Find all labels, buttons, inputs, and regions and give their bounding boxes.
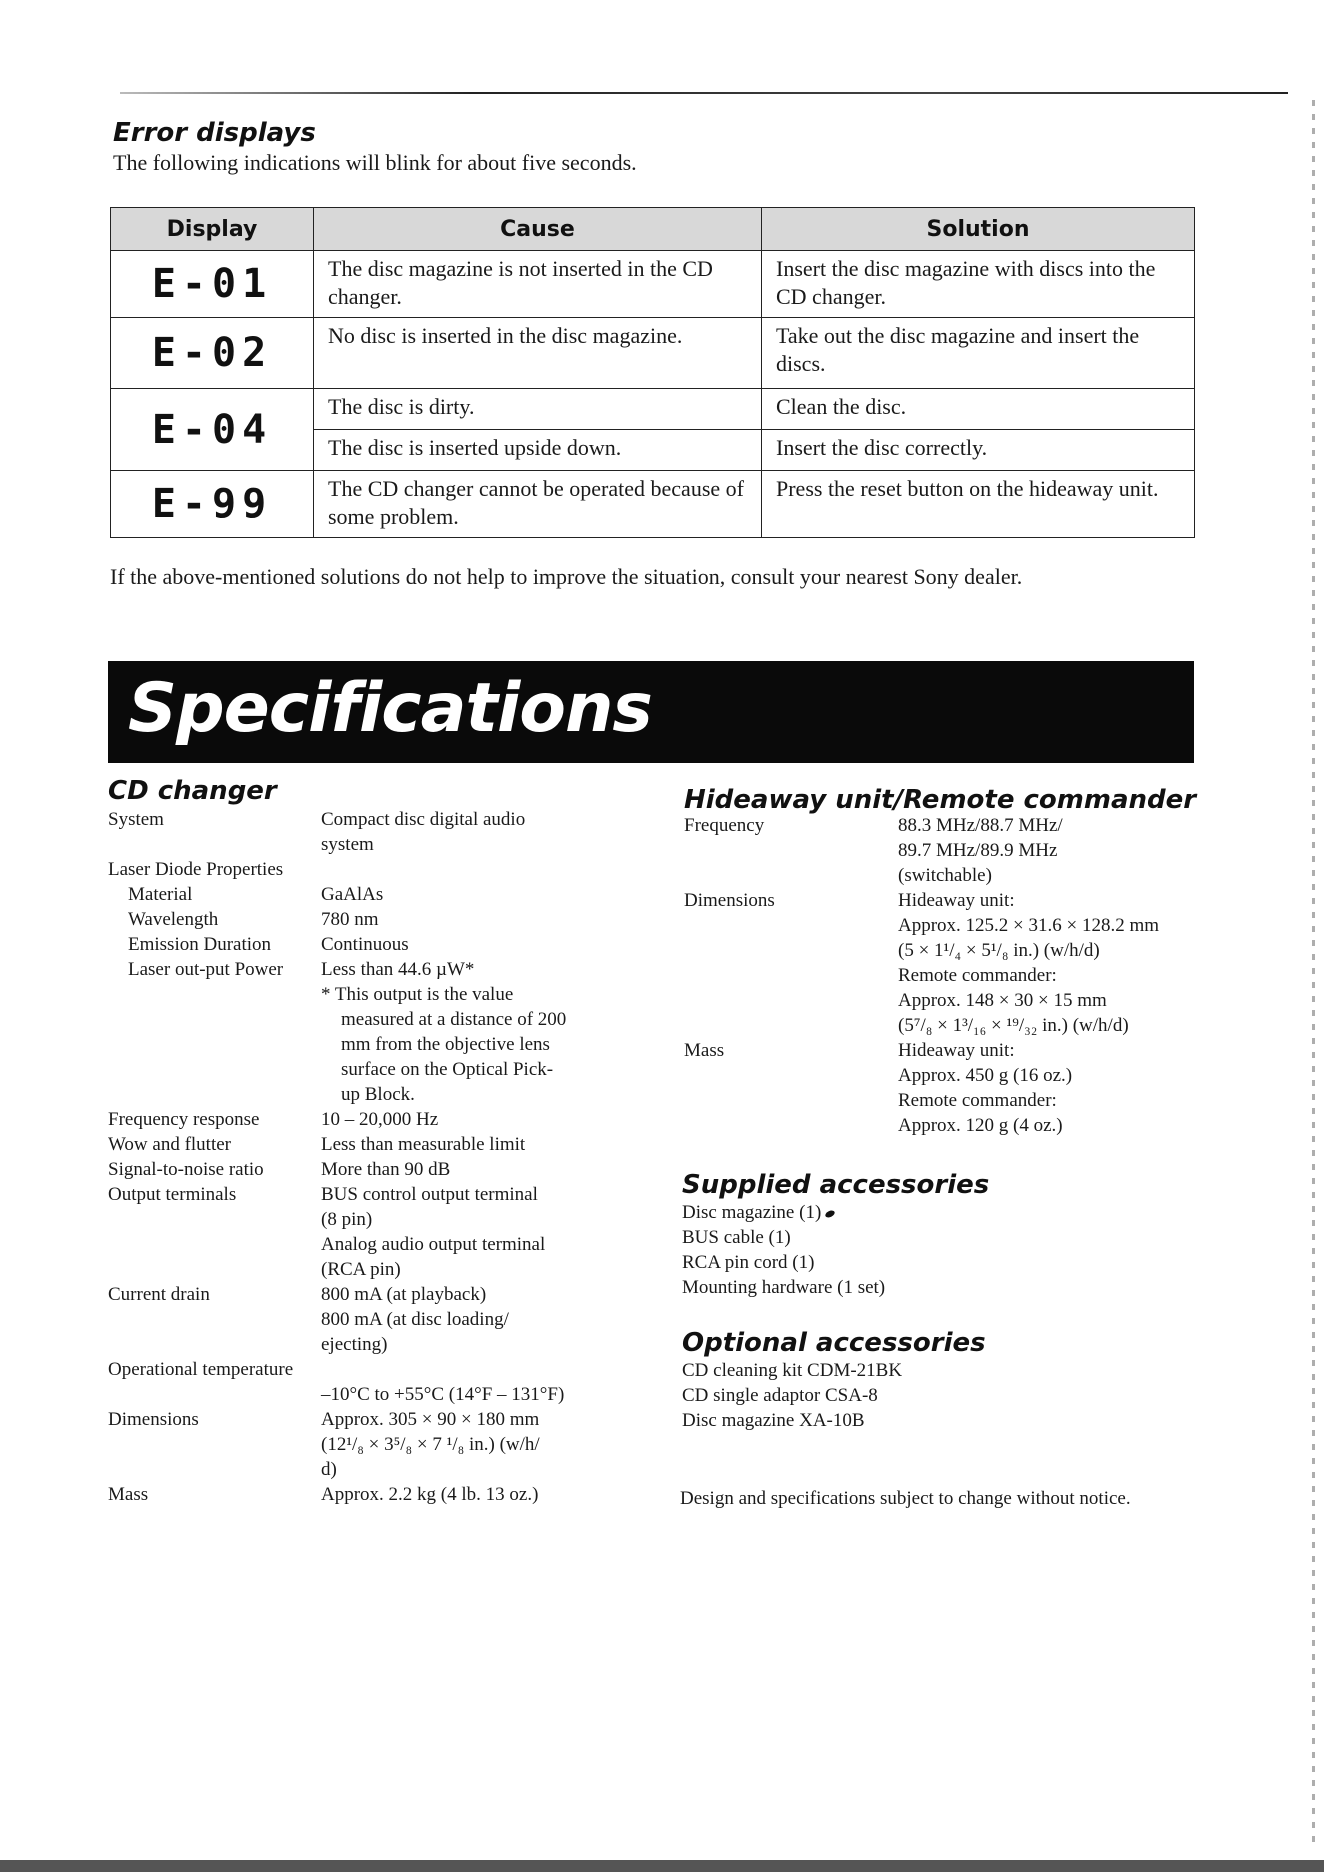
specifications-banner	[108, 661, 1194, 763]
error-code: E-02	[111, 318, 314, 389]
list-item: CD single adaptor CSA-8	[682, 1385, 878, 1406]
spec-row	[108, 1107, 628, 1132]
spec-row	[108, 832, 628, 857]
specifications-heading: Specifications	[128, 669, 652, 748]
spec-label: Current drain	[108, 1284, 210, 1305]
spec-label: Wow and flutter	[108, 1134, 231, 1155]
spec-row	[108, 907, 628, 932]
spec-row	[108, 1132, 628, 1157]
disclaimer: Design and specifications subject to change without notice.	[680, 1488, 1131, 1509]
header-cause: Cause	[314, 208, 762, 251]
spec-label: Mass	[108, 1484, 149, 1505]
list-item: BUS cable (1)	[682, 1227, 791, 1248]
spec-value: Less than measurable limit	[321, 1134, 526, 1155]
spec-row	[108, 1332, 628, 1357]
bottom-edge	[0, 1860, 1324, 1872]
table-row	[111, 389, 1195, 430]
spec-value: ejecting)	[321, 1334, 388, 1355]
spec-value: BUS control output terminal	[321, 1184, 538, 1205]
footnote-line: mm from the objective lens	[341, 1034, 550, 1055]
hideaway-specs	[684, 813, 1204, 1138]
table-row	[111, 318, 1195, 389]
spec-row	[108, 1457, 628, 1482]
error-solution: Clean the disc.	[762, 389, 1195, 430]
spec-row	[108, 1007, 628, 1032]
spec-row	[108, 857, 628, 882]
spec-row	[684, 813, 1204, 838]
error-cause: No disc is inserted in the disc magazine.	[314, 318, 762, 389]
list-item: Disc magazine XA-10B	[682, 1410, 865, 1431]
optional-accessories-list	[682, 1358, 902, 1433]
footnote-line: * This output is the value	[321, 984, 514, 1005]
spec-value: Continuous	[321, 934, 409, 955]
spec-value: 88.3 MHz/88.7 MHz/	[898, 815, 1063, 836]
spec-row	[108, 1257, 628, 1282]
spec-value: GaAlAs	[321, 884, 384, 905]
list-item: Mounting hardware (1 set)	[682, 1277, 886, 1298]
spec-label: Operational temperature	[108, 1359, 294, 1380]
supplied-accessories-list	[682, 1200, 885, 1300]
spec-row	[684, 1013, 1204, 1038]
spec-value: 800 mA (at disc loading/	[321, 1309, 509, 1330]
spec-label: Emission Duration	[128, 934, 272, 955]
error-intro: The following indications will blink for about five seconds.	[113, 150, 637, 175]
spec-row	[108, 1382, 628, 1407]
error-solution: Press the reset button on the hideaway unit.	[762, 471, 1195, 538]
spec-value: Approx. 305 × 90 × 180 mm	[321, 1409, 540, 1430]
spec-value: 89.7 MHz/89.9 MHz	[898, 840, 1058, 861]
spec-label: Frequency	[684, 815, 765, 836]
spec-label: Frequency response	[108, 1109, 260, 1130]
spec-row	[108, 1232, 628, 1257]
spec-row	[684, 1113, 1204, 1138]
footnote-line: surface on the Optical Pick-	[341, 1059, 554, 1080]
page-edge-shadow	[1312, 100, 1315, 1850]
spec-label: Wavelength	[128, 909, 219, 930]
table-row	[111, 471, 1195, 538]
spec-value: Approx. 148 × 30 × 15 mm	[898, 990, 1107, 1011]
spec-label: Dimensions	[108, 1409, 199, 1430]
spec-row	[108, 1307, 628, 1332]
error-code: E-99	[111, 471, 314, 538]
error-cause: The CD changer cannot be operated because of some problem.	[314, 471, 762, 538]
spec-row	[108, 1032, 628, 1057]
spec-value: Remote commander:	[898, 1090, 1057, 1111]
spec-row	[108, 1057, 628, 1082]
error-cause: The disc is dirty.	[314, 389, 762, 430]
spec-row	[684, 1063, 1204, 1088]
spec-label: Dimensions	[684, 890, 775, 911]
spec-value: 780 nm	[321, 909, 379, 930]
spec-value: Approx. 450 g (16 oz.)	[898, 1065, 1073, 1086]
spec-label: Signal-to-noise ratio	[108, 1159, 264, 1180]
spec-value: system	[321, 834, 374, 855]
spec-row	[108, 807, 628, 832]
error-code: E-01	[111, 251, 314, 318]
error-table-header	[111, 208, 1195, 251]
spec-value: –10°C to +55°C (14°F – 131°F)	[321, 1384, 565, 1405]
optional-accessories-title: Optional accessories	[682, 1328, 986, 1358]
spec-row	[108, 882, 628, 907]
error-cause: The disc is inserted upside down.	[314, 430, 762, 471]
spec-row	[108, 1407, 628, 1432]
hideaway-title: Hideaway unit/Remote commander	[684, 785, 1197, 815]
spec-row	[108, 1482, 628, 1507]
list-item: CD cleaning kit CDM-21BK	[682, 1360, 903, 1381]
spec-row	[684, 938, 1204, 963]
list-item	[682, 1200, 885, 1225]
spec-row	[108, 982, 628, 1007]
error-solution: Take out the disc magazine and insert the discs.	[762, 318, 1195, 389]
cd-changer-specs	[108, 807, 628, 1507]
spec-value: (12¹/₈ × 3⁵/₈ × 7 ¹/₈ in.) (w/h/	[321, 1434, 540, 1455]
spec-row	[108, 1207, 628, 1232]
spec-value: Approx. 120 g (4 oz.)	[898, 1115, 1063, 1136]
table-row	[111, 251, 1195, 318]
spec-value: (8 pin)	[321, 1209, 373, 1230]
spec-row	[684, 1088, 1204, 1113]
spec-label: Mass	[684, 1040, 725, 1061]
spec-value: (switchable)	[898, 865, 992, 886]
error-solution: Insert the disc magazine with discs into the CD changer.	[762, 251, 1195, 318]
spec-label: Laser Diode Properties	[108, 859, 284, 880]
mark-icon	[824, 1209, 836, 1219]
accessory-item: Disc magazine (1)	[682, 1202, 822, 1223]
footnote-line: up Block.	[341, 1084, 415, 1105]
spec-row	[684, 1038, 1204, 1063]
error-displays-title: Error displays	[113, 118, 316, 148]
spec-row	[108, 1432, 628, 1457]
spec-row	[684, 838, 1204, 863]
spec-value: Compact disc digital audio	[321, 809, 526, 830]
header-solution: Solution	[762, 208, 1195, 251]
header-display: Display	[111, 208, 314, 251]
error-note: If the above-mentioned solutions do not help to improve the situation, consult your nearest Sony dealer.	[110, 564, 1023, 589]
spec-value: Hideaway unit:	[898, 890, 1015, 911]
spec-value: Hideaway unit:	[898, 1040, 1015, 1061]
spec-value: (RCA pin)	[321, 1259, 401, 1280]
spec-value: Approx. 125.2 × 31.6 × 128.2 mm	[898, 915, 1160, 936]
spec-row	[684, 888, 1204, 913]
spec-row	[108, 1357, 628, 1382]
spec-row	[108, 1157, 628, 1182]
spec-row	[108, 932, 628, 957]
spec-row	[108, 1282, 628, 1307]
top-rule	[120, 92, 1288, 94]
spec-row	[108, 957, 628, 982]
spec-value: 10 – 20,000 Hz	[321, 1109, 439, 1130]
cd-changer-title: CD changer	[108, 776, 277, 806]
supplied-accessories-title: Supplied accessories	[682, 1170, 990, 1200]
spec-row	[684, 913, 1204, 938]
spec-label: System	[108, 809, 164, 830]
spec-row	[684, 988, 1204, 1013]
spec-value: 800 mA (at playback)	[321, 1284, 487, 1305]
spec-value: Approx. 2.2 kg (4 lb. 13 oz.)	[321, 1484, 539, 1505]
spec-label: Laser out-put Power	[128, 959, 284, 980]
spec-row	[108, 1182, 628, 1207]
spec-value: d)	[321, 1459, 337, 1480]
spec-row	[684, 863, 1204, 888]
spec-value: (5 × 1¹/₄ × 5¹/₈ in.) (w/h/d)	[898, 940, 1100, 961]
spec-label: Output terminals	[108, 1184, 237, 1205]
list-item: RCA pin cord (1)	[682, 1252, 815, 1273]
footnote-line: measured at a distance of 200	[341, 1009, 567, 1030]
error-cause: The disc magazine is not inserted in the CD changer.	[314, 251, 762, 318]
error-code: E-04	[111, 389, 314, 471]
error-solution: Insert the disc correctly.	[762, 430, 1195, 471]
spec-value: Less than 44.6 µW*	[321, 959, 475, 980]
spec-value: (5⁷/₈ × 1³/₁₆ × ¹⁹/₃₂ in.) (w/h/d)	[898, 1015, 1129, 1036]
error-table	[110, 207, 1195, 538]
spec-label: Material	[128, 884, 193, 905]
spec-value: Analog audio output terminal	[321, 1234, 546, 1255]
spec-row	[684, 963, 1204, 988]
spec-row	[108, 1082, 628, 1107]
spec-value: Remote commander:	[898, 965, 1057, 986]
spec-value: More than 90 dB	[321, 1159, 451, 1180]
